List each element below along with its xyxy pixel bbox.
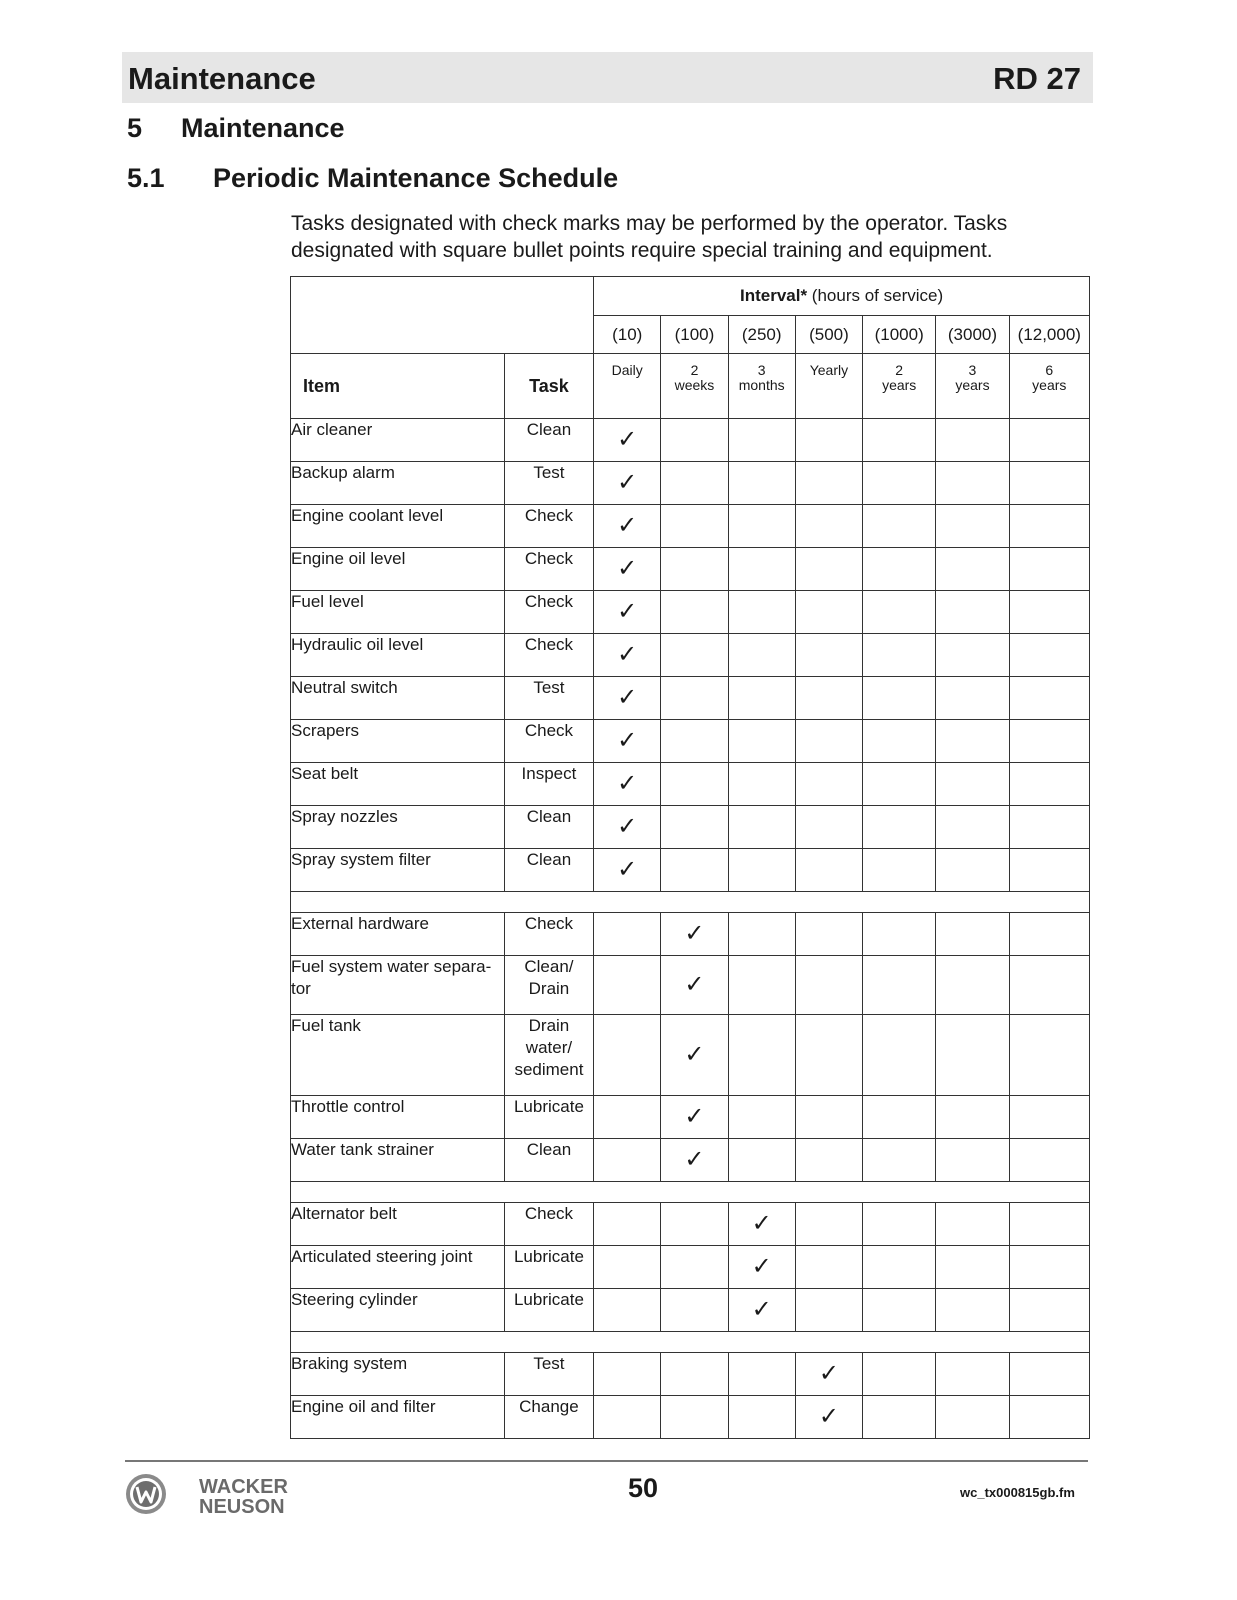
- interval-cell: [594, 1139, 661, 1182]
- task-cell: Drain water/ sediment: [504, 1015, 593, 1096]
- interval-cell: [1009, 462, 1089, 505]
- interval-cell: [728, 419, 795, 462]
- interval-cell: [936, 913, 1009, 956]
- interval-label-6: [1009, 354, 1089, 419]
- interval-cell: [728, 1289, 795, 1332]
- table-row: [291, 1289, 1090, 1332]
- interval-cell: [863, 462, 936, 505]
- check-mark-icon: ✓: [617, 510, 638, 539]
- interval-cell: [936, 763, 1009, 806]
- check-mark-icon: ✓: [751, 1251, 772, 1280]
- interval-cell: [728, 806, 795, 849]
- table-row: [291, 763, 1090, 806]
- schedule-body: [291, 419, 1090, 1439]
- interval-cell: [863, 1096, 936, 1139]
- interval-cell: [863, 956, 936, 1015]
- interval-hours-1: (100): [661, 316, 728, 354]
- table-row: [291, 419, 1090, 462]
- interval-cell: [594, 720, 661, 763]
- task-cell: Clean: [504, 806, 593, 849]
- item-cell: Braking system: [291, 1353, 505, 1396]
- interval-cell: [661, 677, 728, 720]
- page-number: 50: [628, 1473, 659, 1503]
- table-row: [291, 462, 1090, 505]
- table-row: [291, 1139, 1090, 1182]
- check-mark-icon: ✓: [684, 1039, 705, 1068]
- item-cell: External hardware: [291, 913, 505, 956]
- interval-cell: [661, 634, 728, 677]
- interval-cell: [936, 849, 1009, 892]
- interval-cell: [795, 1139, 862, 1182]
- interval-cell: [795, 1246, 862, 1289]
- interval-label-line: 2: [690, 362, 699, 378]
- task-cell: Check: [504, 1203, 593, 1246]
- interval-cell: [795, 1096, 862, 1139]
- item-cell: Air cleaner: [291, 419, 505, 462]
- group-separator-row: [291, 892, 1090, 913]
- interval-cell: [863, 505, 936, 548]
- interval-cell: [661, 548, 728, 591]
- task-cell: Check: [504, 505, 593, 548]
- page-header-bar: [122, 52, 1093, 103]
- interval-cell: [863, 1203, 936, 1246]
- interval-cell: [863, 677, 936, 720]
- table-row: [291, 1015, 1090, 1096]
- interval-cell: [661, 1015, 728, 1096]
- check-mark-icon: ✓: [617, 424, 638, 453]
- check-mark-icon: ✓: [617, 596, 638, 625]
- item-cell: Fuel system water separa- tor: [291, 956, 505, 1015]
- task-cell: Clean/ Drain: [504, 956, 593, 1015]
- interval-label-line: years: [955, 377, 990, 393]
- interval-cell: [661, 1096, 728, 1139]
- interval-cell: [728, 956, 795, 1015]
- interval-cell: [1009, 419, 1089, 462]
- task-cell: Lubricate: [504, 1246, 593, 1289]
- interval-cell: [863, 419, 936, 462]
- interval-cell: [1009, 1203, 1089, 1246]
- interval-cell: [1009, 1353, 1089, 1396]
- table-row: [291, 956, 1090, 1015]
- table-row: [291, 1203, 1090, 1246]
- logo-line2: NEUSON: [199, 1496, 285, 1518]
- interval-cell: [728, 720, 795, 763]
- wacker-neuson-logo: [125, 1472, 315, 1520]
- check-mark-icon: ✓: [818, 1358, 839, 1387]
- item-cell: Fuel tank: [291, 1015, 505, 1096]
- table-row: [291, 1246, 1090, 1289]
- interval-cell: [728, 677, 795, 720]
- interval-cell: [936, 1289, 1009, 1332]
- interval-cell: [936, 548, 1009, 591]
- interval-cell: [795, 591, 862, 634]
- interval-label-2: [728, 354, 795, 419]
- interval-cell: [594, 1289, 661, 1332]
- item-cell: Throttle control: [291, 1096, 505, 1139]
- interval-cell: [795, 505, 862, 548]
- table-row: [291, 634, 1090, 677]
- subsection-heading: [127, 163, 618, 194]
- interval-cell: [863, 1246, 936, 1289]
- section-title: Maintenance: [181, 113, 345, 143]
- table-row: [291, 913, 1090, 956]
- interval-cell: [1009, 591, 1089, 634]
- interval-cell: [1009, 548, 1089, 591]
- interval-cell: [795, 1396, 862, 1439]
- table-corner-cell: [291, 277, 594, 354]
- item-cell: Seat belt: [291, 763, 505, 806]
- item-cell: Spray nozzles: [291, 806, 505, 849]
- check-mark-icon: ✓: [684, 918, 705, 947]
- maintenance-schedule-table: [290, 276, 1090, 1439]
- interval-cell: [728, 1096, 795, 1139]
- interval-cell: [795, 1353, 862, 1396]
- interval-cell: [728, 849, 795, 892]
- interval-cell: [661, 720, 728, 763]
- table-row: [291, 720, 1090, 763]
- interval-cell: [795, 1289, 862, 1332]
- item-cell: Engine coolant level: [291, 505, 505, 548]
- interval-cell: [728, 1015, 795, 1096]
- interval-cell: [863, 720, 936, 763]
- check-mark-icon: ✓: [751, 1294, 772, 1323]
- interval-cell: [594, 849, 661, 892]
- check-mark-icon: ✓: [617, 768, 638, 797]
- item-cell: Alternator belt: [291, 1203, 505, 1246]
- interval-cell: [936, 419, 1009, 462]
- table-row: [291, 548, 1090, 591]
- interval-cell: [795, 806, 862, 849]
- interval-cell: [1009, 1139, 1089, 1182]
- interval-cell: [1009, 720, 1089, 763]
- interval-cell: [594, 419, 661, 462]
- table-row: [291, 677, 1090, 720]
- interval-label-line: 3: [757, 362, 766, 378]
- table-row: [291, 591, 1090, 634]
- subsection-number: 5.1: [127, 163, 165, 193]
- group-separator-cell: [291, 1182, 1090, 1203]
- item-cell: Water tank strainer: [291, 1139, 505, 1182]
- check-mark-icon: ✓: [684, 1101, 705, 1130]
- group-separator-row: [291, 1182, 1090, 1203]
- interval-cell: [594, 956, 661, 1015]
- interval-cell: [728, 505, 795, 548]
- interval-cell: [594, 505, 661, 548]
- interval-cell: [795, 763, 862, 806]
- interval-cell: [661, 419, 728, 462]
- interval-header-rest: (hours of service): [807, 286, 944, 305]
- interval-hours-3: (500): [795, 316, 862, 354]
- interval-cell: [1009, 1246, 1089, 1289]
- task-cell: Check: [504, 591, 593, 634]
- interval-cell: [728, 1353, 795, 1396]
- logo-graphic: [125, 1472, 315, 1520]
- interval-label-line: 2: [895, 362, 904, 378]
- interval-cell: [661, 956, 728, 1015]
- interval-cell: [795, 419, 862, 462]
- interval-cell: [795, 1203, 862, 1246]
- interval-cell: [594, 1096, 661, 1139]
- check-mark-icon: ✓: [617, 725, 638, 754]
- task-cell: Inspect: [504, 763, 593, 806]
- interval-cell: [594, 634, 661, 677]
- check-mark-icon: ✓: [684, 969, 705, 998]
- check-mark-icon: ✓: [617, 467, 638, 496]
- interval-hours-4: (1000): [863, 316, 936, 354]
- interval-hours-5: (3000): [936, 316, 1009, 354]
- interval-cell: [1009, 806, 1089, 849]
- interval-cell: [728, 634, 795, 677]
- task-cell: Test: [504, 1353, 593, 1396]
- interval-cell: [795, 1015, 862, 1096]
- interval-label-line: years: [882, 377, 917, 393]
- interval-cell: [936, 462, 1009, 505]
- interval-cell: [936, 956, 1009, 1015]
- interval-cell: [936, 634, 1009, 677]
- group-separator-cell: [291, 1332, 1090, 1353]
- interval-cell: [1009, 677, 1089, 720]
- interval-cell: [1009, 1096, 1089, 1139]
- interval-label-line: Yearly: [809, 362, 849, 378]
- interval-cell: [936, 1246, 1009, 1289]
- interval-cell: [863, 1353, 936, 1396]
- interval-cell: [594, 763, 661, 806]
- interval-cell: [594, 1203, 661, 1246]
- interval-cell: [795, 849, 862, 892]
- interval-cell: [1009, 1396, 1089, 1439]
- check-mark-icon: ✓: [617, 811, 638, 840]
- interval-cell: [661, 1139, 728, 1182]
- interval-cell: [661, 806, 728, 849]
- item-cell: Spray system filter: [291, 849, 505, 892]
- group-separator-row: [291, 1332, 1090, 1353]
- task-cell: Lubricate: [504, 1289, 593, 1332]
- interval-cell: [594, 913, 661, 956]
- item-cell: Neutral switch: [291, 677, 505, 720]
- item-cell: Steering cylinder: [291, 1289, 505, 1332]
- interval-label-line: years: [1032, 377, 1067, 393]
- interval-cell: [661, 1396, 728, 1439]
- interval-cell: [661, 462, 728, 505]
- interval-cell: [594, 677, 661, 720]
- interval-cell: [863, 763, 936, 806]
- interval-cell: [594, 1246, 661, 1289]
- interval-label-4: [863, 354, 936, 419]
- interval-label-1: [661, 354, 728, 419]
- interval-cell: [936, 1396, 1009, 1439]
- interval-cell: [728, 1139, 795, 1182]
- section-number: 5: [127, 113, 143, 143]
- header-title: Maintenance: [128, 61, 316, 96]
- interval-cell: [936, 1096, 1009, 1139]
- interval-header-bold: Interval*: [739, 286, 808, 305]
- task-cell: Check: [504, 913, 593, 956]
- interval-cell: [661, 913, 728, 956]
- task-cell: Change: [504, 1396, 593, 1439]
- interval-cell: [594, 462, 661, 505]
- check-mark-icon: ✓: [818, 1401, 839, 1430]
- interval-cell: [728, 763, 795, 806]
- interval-cell: [936, 1015, 1009, 1096]
- interval-cell: [936, 505, 1009, 548]
- interval-cell: [936, 806, 1009, 849]
- item-cell: Scrapers: [291, 720, 505, 763]
- check-mark-icon: ✓: [617, 854, 638, 883]
- interval-label-line: weeks: [674, 377, 715, 393]
- interval-cell: [661, 763, 728, 806]
- interval-header: [594, 277, 1090, 316]
- interval-cell: [594, 591, 661, 634]
- interval-cell: [863, 913, 936, 956]
- item-cell: Fuel level: [291, 591, 505, 634]
- item-cell: Articulated steering joint: [291, 1246, 505, 1289]
- item-cell: Engine oil level: [291, 548, 505, 591]
- interval-cell: [795, 720, 862, 763]
- interval-cell: [594, 1353, 661, 1396]
- header-model: RD 27: [993, 61, 1081, 96]
- interval-label-line: months: [738, 377, 785, 393]
- logo-line1: WACKER: [199, 1476, 288, 1498]
- check-mark-icon: ✓: [617, 553, 638, 582]
- task-cell: Clean: [504, 1139, 593, 1182]
- interval-cell: [795, 956, 862, 1015]
- interval-cell: [795, 677, 862, 720]
- interval-cell: [795, 913, 862, 956]
- interval-cell: [1009, 505, 1089, 548]
- interval-cell: [936, 720, 1009, 763]
- interval-cell: [728, 1246, 795, 1289]
- interval-cell: [728, 462, 795, 505]
- task-cell: Clean: [504, 419, 593, 462]
- column-header-item: Item: [291, 354, 505, 419]
- interval-cell: [728, 913, 795, 956]
- interval-label-line: 6: [1045, 362, 1054, 378]
- interval-cell: [594, 1396, 661, 1439]
- interval-cell: [661, 591, 728, 634]
- interval-cell: [863, 591, 936, 634]
- interval-cell: [1009, 913, 1089, 956]
- table-row: [291, 1396, 1090, 1439]
- check-mark-icon: ✓: [684, 1144, 705, 1173]
- interval-cell: [661, 1203, 728, 1246]
- interval-label-0: [594, 354, 661, 419]
- interval-hours-0: (10): [594, 316, 661, 354]
- footer-divider: [125, 1460, 1088, 1462]
- table-row: [291, 806, 1090, 849]
- interval-cell: [728, 591, 795, 634]
- interval-cell: [728, 1396, 795, 1439]
- interval-cell: [795, 634, 862, 677]
- table-row: [291, 1353, 1090, 1396]
- interval-label-line: Daily: [611, 362, 643, 378]
- interval-cell: [863, 1289, 936, 1332]
- check-mark-icon: ✓: [617, 639, 638, 668]
- interval-cell: [1009, 956, 1089, 1015]
- item-cell: Backup alarm: [291, 462, 505, 505]
- interval-cell: [1009, 1015, 1089, 1096]
- column-header-row: [291, 354, 1090, 419]
- interval-cell: [1009, 763, 1089, 806]
- table-row: [291, 1096, 1090, 1139]
- interval-cell: [594, 548, 661, 591]
- interval-cell: [863, 1396, 936, 1439]
- interval-hours-2: (250): [728, 316, 795, 354]
- check-mark-icon: ✓: [751, 1208, 772, 1237]
- task-cell: Test: [504, 677, 593, 720]
- interval-cell: [1009, 634, 1089, 677]
- interval-label-3: [795, 354, 862, 419]
- interval-cell: [1009, 1289, 1089, 1332]
- task-cell: Check: [504, 720, 593, 763]
- interval-cell: [863, 806, 936, 849]
- interval-cell: [1009, 849, 1089, 892]
- interval-cell: [661, 849, 728, 892]
- interval-cell: [936, 677, 1009, 720]
- interval-cell: [863, 634, 936, 677]
- interval-label-5: [936, 354, 1009, 419]
- interval-cell: [936, 1139, 1009, 1182]
- column-header-task: Task: [504, 354, 593, 419]
- interval-cell: [936, 1203, 1009, 1246]
- interval-cell: [728, 548, 795, 591]
- item-cell: Hydraulic oil level: [291, 634, 505, 677]
- interval-hours-6: (12,000): [1009, 316, 1089, 354]
- interval-label-line: 3: [968, 362, 977, 378]
- table-row: [291, 505, 1090, 548]
- group-separator-cell: [291, 892, 1090, 913]
- interval-cell: [795, 462, 862, 505]
- interval-cell: [863, 548, 936, 591]
- check-mark-icon: ✓: [617, 682, 638, 711]
- subsection-title: Periodic Maintenance Schedule: [213, 163, 619, 193]
- interval-cell: [661, 1246, 728, 1289]
- interval-cell: [863, 1015, 936, 1096]
- table-row: [291, 849, 1090, 892]
- task-cell: Clean: [504, 849, 593, 892]
- file-reference: wc_tx000815gb.fm: [960, 1485, 1075, 1500]
- interval-cell: [863, 1139, 936, 1182]
- interval-cell: [863, 849, 936, 892]
- intro-paragraph: Tasks designated with check marks may be performed by the operator. Tasks designated with square bullet points require special training and equipment.: [291, 212, 1008, 262]
- task-cell: Test: [504, 462, 593, 505]
- task-cell: Check: [504, 634, 593, 677]
- item-cell: Engine oil and filter: [291, 1396, 505, 1439]
- interval-cell: [594, 1015, 661, 1096]
- interval-cell: [661, 505, 728, 548]
- interval-cell: [795, 548, 862, 591]
- task-cell: Lubricate: [504, 1096, 593, 1139]
- interval-cell: [936, 591, 1009, 634]
- interval-cell: [728, 1203, 795, 1246]
- interval-cell: [594, 806, 661, 849]
- interval-cell: [661, 1289, 728, 1332]
- task-cell: Check: [504, 548, 593, 591]
- section-heading: [127, 113, 345, 144]
- interval-cell: [661, 1353, 728, 1396]
- interval-cell: [936, 1353, 1009, 1396]
